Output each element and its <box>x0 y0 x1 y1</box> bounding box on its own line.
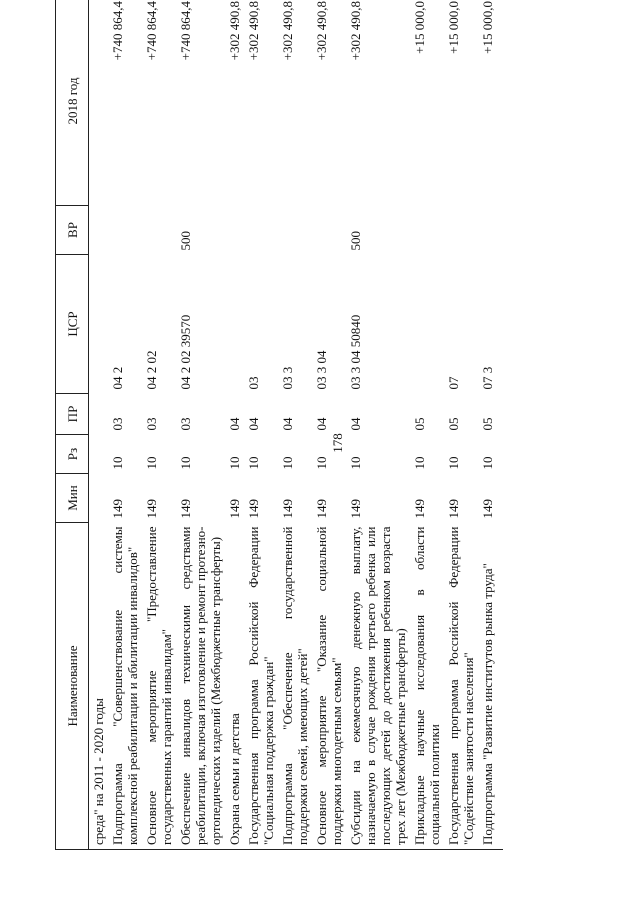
row-pr: 04 <box>227 417 242 431</box>
header-vr: ВР <box>56 206 89 255</box>
row-min: 149 <box>280 499 295 519</box>
row-rz: 10 <box>227 456 242 470</box>
row-name: Подпрограмма "Совершенствование системы комплексной реабилитации и абилитации инвалидов" <box>108 523 142 850</box>
row-name: Обеспечение инвалидов техническими средствами реабилитации, включая изготовление и ремонт протезно-ортопедических изделий (Межбюджетные трансферты) <box>176 523 225 850</box>
table-row <box>225 0 244 850</box>
table-row <box>346 0 410 850</box>
table-row <box>176 0 225 850</box>
row-pr: 04 <box>246 417 261 431</box>
row-amount: +15 000,0 <box>478 0 503 206</box>
row-pr: 03 <box>178 417 193 431</box>
rotated-table-container <box>55 1 585 850</box>
table-row <box>478 0 503 850</box>
row-vr: 500 <box>348 231 363 251</box>
row-csr: 03 3 <box>280 366 295 390</box>
row-vr <box>108 206 142 255</box>
table-row <box>244 0 278 850</box>
row-rz: 10 <box>446 456 461 470</box>
header-csr: ЦСР <box>56 255 89 394</box>
row-vr <box>244 206 278 255</box>
table-row <box>142 0 176 850</box>
row-pr: 05 <box>446 417 461 431</box>
row-min: 149 <box>446 499 461 519</box>
row-csr <box>225 255 244 394</box>
row-rz: 10 <box>280 456 295 470</box>
row-amount: +302 490,8 <box>346 0 410 206</box>
row-csr: 03 3 04 <box>314 350 329 390</box>
row-name: среда" на 2011 - 2020 годы <box>89 523 109 850</box>
row-amount <box>89 0 109 206</box>
table-row <box>89 0 109 850</box>
row-name: Охрана семьи и детства <box>225 523 244 850</box>
header-pr: ПР <box>56 394 89 435</box>
table-row <box>278 0 312 850</box>
table-row <box>444 0 478 850</box>
page-number: 178 <box>330 433 345 453</box>
row-min: 149 <box>227 499 242 519</box>
row-amount: +302 490,8 <box>278 0 312 206</box>
table-body <box>89 0 504 850</box>
row-pr <box>89 394 109 435</box>
row-rz: 10 <box>480 456 495 470</box>
row-min: 149 <box>314 499 329 519</box>
row-rz: 10 <box>110 456 125 470</box>
row-name: Основное мероприятие "Предоставление государственных гарантий инвалидам" <box>142 523 176 850</box>
row-min <box>89 474 109 523</box>
row-vr <box>410 206 444 255</box>
table-row <box>108 0 142 850</box>
row-amount: +740 864,4 <box>176 0 225 206</box>
row-csr: 07 3 <box>480 366 495 390</box>
table-row <box>410 0 444 850</box>
row-amount: +15 000,0 <box>410 0 444 206</box>
row-min: 149 <box>144 499 159 519</box>
row-vr <box>278 206 312 255</box>
table-header-row <box>56 0 89 850</box>
row-min: 149 <box>110 499 125 519</box>
row-rz: 10 <box>144 456 159 470</box>
row-csr <box>89 255 109 394</box>
row-name: Подпрограмма "Обеспечение государственной поддержки семей, имеющих детей" <box>278 523 312 850</box>
row-csr: 07 <box>446 376 461 390</box>
row-csr: 04 2 02 39570 <box>178 314 193 390</box>
row-pr: 04 <box>314 417 329 431</box>
row-amount: +302 490,8 <box>225 0 244 206</box>
row-rz <box>89 435 109 474</box>
row-min: 149 <box>178 499 193 519</box>
row-rz: 10 <box>348 456 363 470</box>
row-amount: +15 000,0 <box>444 0 478 206</box>
row-rz: 10 <box>178 456 193 470</box>
row-pr: 05 <box>412 417 427 431</box>
header-rz: Рз <box>56 435 89 474</box>
table-row <box>312 0 346 850</box>
row-amount: +740 864,4 <box>108 0 142 206</box>
header-amount: 2018 год <box>56 0 89 206</box>
row-min: 149 <box>412 499 427 519</box>
row-vr <box>89 206 109 255</box>
row-csr <box>410 255 444 394</box>
row-min: 149 <box>480 499 495 519</box>
row-pr: 03 <box>110 417 125 431</box>
row-csr: 03 <box>246 376 261 390</box>
row-pr: 04 <box>348 417 363 431</box>
row-csr: 04 2 02 <box>144 350 159 390</box>
row-vr <box>142 206 176 255</box>
row-vr <box>478 206 503 255</box>
row-vr <box>312 206 346 255</box>
row-rz: 10 <box>412 456 427 470</box>
row-vr <box>444 206 478 255</box>
row-pr: 04 <box>280 417 295 431</box>
row-vr: 500 <box>178 231 193 251</box>
row-name: Государственная программа Российской Федерации "Содействие занятости населения" <box>444 523 478 850</box>
header-name: Наименование <box>56 523 89 850</box>
row-name: Основное мероприятие "Оказание социальной поддержки многодетным семьям" <box>312 523 346 850</box>
row-csr: 03 3 04 50840 <box>348 314 363 390</box>
row-vr <box>225 206 244 255</box>
budget-table <box>55 0 503 850</box>
row-name: Прикладные научные исследования в области социальной политики <box>410 523 444 850</box>
row-name: Государственная программа Российской Федерации "Социальная поддержка граждан" <box>244 523 278 850</box>
header-min: Мин <box>56 474 89 523</box>
row-amount: +302 490,8 <box>244 0 278 206</box>
row-amount: +302 490,8 <box>312 0 346 206</box>
row-min: 149 <box>246 499 261 519</box>
row-min: 149 <box>348 499 363 519</box>
row-amount: +740 864,4 <box>142 0 176 206</box>
row-name: Субсидии на ежемесячную денежную выплату, назначаемую в случае рождения третьего ребенка или последующих детей до достижения ребенком возраста трех лет (Межбюджетные трансферты) <box>346 523 410 850</box>
row-name: Подпрограмма "Развитие институтов рынка труда" <box>478 523 503 850</box>
row-rz: 10 <box>314 456 329 470</box>
row-rz: 10 <box>246 456 261 470</box>
row-pr: 03 <box>144 417 159 431</box>
row-csr: 04 2 <box>110 366 125 390</box>
row-pr: 05 <box>480 417 495 431</box>
